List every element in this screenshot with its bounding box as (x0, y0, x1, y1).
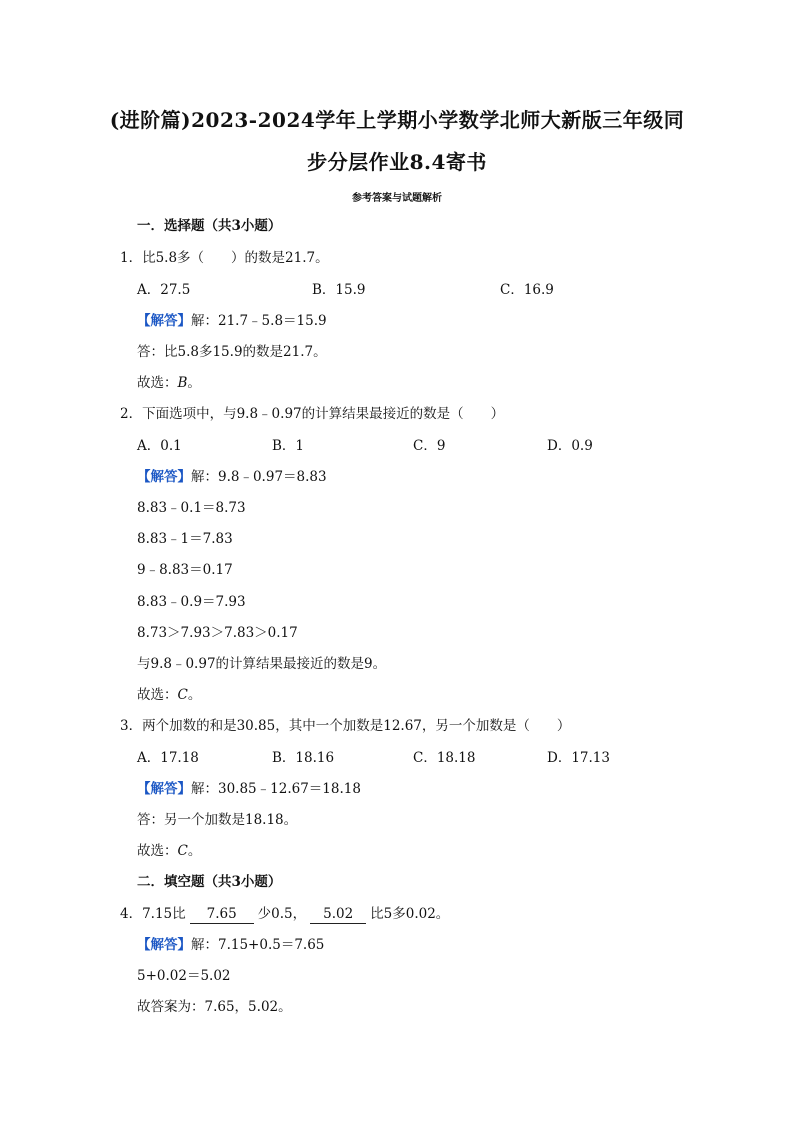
question-1-option-b: B．15.9 (312, 282, 366, 298)
question-2-line-5: 8.73＞7.93＞7.83＞0.17 (137, 625, 298, 641)
question-1-answer (137, 312, 327, 330)
question-1-stem: 1．比5.8多（ ）的数是21.7。 (120, 250, 329, 266)
choice-suffix: 。 (187, 687, 202, 703)
question-4-line-1: 5+0.02＝5.02 (137, 968, 231, 984)
answer-tag: 【解答】 (137, 469, 191, 485)
question-2-answer (137, 468, 327, 486)
stem-part-b: 少0.5， (257, 906, 307, 922)
question-3-choice (137, 842, 201, 860)
choice-prefix: 故选： (137, 843, 178, 859)
question-3-line-1: 答：另一个加数是18.18。 (137, 812, 298, 828)
question-2-option-a: A．0.1 (137, 438, 182, 454)
choice-suffix: 。 (187, 843, 202, 859)
document-title-line1: (进阶篇)2023-2024学年上学期小学数学北师大新版三年级同 (109, 108, 685, 132)
answer-tag: 【解答】 (137, 313, 191, 329)
answer-text: 解：9.8﹣0.97＝8.83 (191, 469, 327, 485)
choice-prefix: 故选： (137, 687, 178, 703)
question-3-option-d: D．17.13 (547, 750, 610, 766)
question-2-option-d: D．0.9 (547, 438, 593, 454)
section-heading-fill: 二．填空题（共3小题） (137, 874, 282, 890)
question-2-line-2: 8.83﹣1＝7.83 (137, 531, 233, 547)
choice-letter: C (177, 687, 188, 703)
question-1-line-1: 答：比5.8多15.9的数是21.7。 (137, 344, 327, 360)
answer-tag: 【解答】 (137, 937, 191, 953)
question-1-option-a: A．27.5 (137, 282, 191, 298)
question-3-stem: 3．两个加数的和是30.85，其中一个加数是12.67，另一个加数是（ ） (120, 718, 571, 734)
answer-blank-1: 7.65 (190, 905, 254, 924)
question-2-option-b: B．1 (272, 438, 305, 454)
answer-text: 解：30.85﹣12.67＝18.18 (191, 781, 361, 797)
answer-tag: 【解答】 (137, 781, 191, 797)
choice-letter: B (177, 375, 188, 391)
question-1-choice (137, 374, 201, 392)
question-3-answer (137, 780, 361, 798)
stem-part-a: 4．7.15比 (120, 906, 186, 922)
question-1-option-c: C．16.9 (500, 282, 554, 298)
document-subtitle: 参考答案与试题解析 (352, 193, 442, 204)
question-2-line-4: 8.83﹣0.9＝7.93 (137, 594, 246, 610)
question-4-line-2: 故答案为：7.65，5.02。 (137, 999, 292, 1015)
question-4-stem (120, 905, 449, 924)
question-2-stem: 2．下面选项中，与9.8﹣0.97的计算结果最接近的数是（ ） (120, 406, 505, 422)
question-4-answer (137, 936, 324, 954)
question-2-line-1: 8.83﹣0.1＝8.73 (137, 500, 246, 516)
question-2-option-c: C．9 (413, 438, 446, 454)
answer-blank-2: 5.02 (310, 905, 366, 924)
question-2-choice (137, 686, 201, 704)
answer-text: 解：7.15+0.5＝7.65 (191, 937, 325, 953)
choice-prefix: 故选： (137, 375, 178, 391)
question-3-option-a: A．17.18 (137, 750, 199, 766)
choice-letter: C (177, 843, 188, 859)
question-2-line-6: 与9.8﹣0.97的计算结果最接近的数是9。 (137, 656, 387, 672)
choice-suffix: 。 (187, 375, 201, 391)
document-title-line2: 步分层作业8.4寄书 (307, 150, 487, 174)
question-3-option-b: B．18.16 (272, 750, 335, 766)
answer-text: 解：21.7﹣5.8＝15.9 (191, 313, 327, 329)
stem-part-c: 比5多0.02。 (370, 906, 450, 922)
question-3-option-c: C．18.18 (413, 750, 476, 766)
question-2-line-3: 9﹣8.83＝0.17 (137, 562, 233, 578)
section-heading-choice: 一．选择题（共3小题） (137, 218, 282, 234)
